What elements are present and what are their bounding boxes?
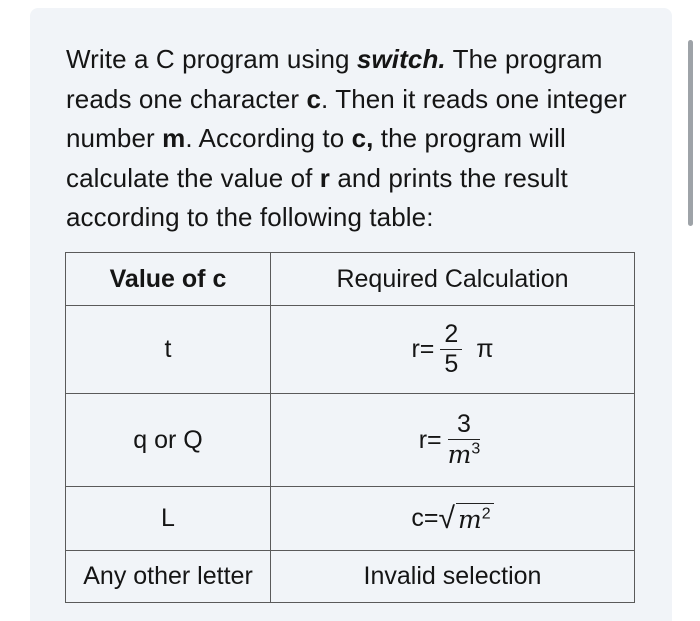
var-m: m [447,440,472,470]
question-text [66,40,656,238]
exponent: 2 [481,505,491,523]
cell-value: L [66,487,271,551]
text-segment: Write a C program using [66,44,357,74]
formula-prefix: c= [411,504,439,532]
cell-formula [271,306,635,394]
header-required-calculation: Required Calculation [271,253,635,306]
cell-formula [271,394,635,487]
formula-prefix: r= [411,335,435,363]
table-row [66,487,635,551]
radicand [456,503,494,535]
var-c: c [306,83,322,114]
var-r: r [319,162,331,193]
scrollbar[interactable] [688,40,693,226]
var-c: c, [351,123,374,153]
table-header-row [66,253,635,306]
var-m: m [457,504,482,534]
cell-value: q or Q [66,394,271,487]
cell-value: Any other letter [66,551,271,603]
keyword-switch: switch. [356,44,446,74]
exponent: 3 [471,440,481,458]
table-row [66,551,635,603]
fraction [440,319,462,379]
fraction-numerator: 3 [457,409,471,438]
header-value-of-c: Value of c [66,253,271,306]
fraction-numerator: 2 [444,319,459,348]
calculation-table [65,252,635,603]
table-row [66,306,635,394]
cell-formula [271,487,635,551]
square-root [439,503,494,535]
radical-sign: √ [438,502,455,536]
pi-symbol: π [476,335,494,363]
text-segment: . Then it reads one integer number [66,83,627,153]
text-segment: the program will calculate the value of [66,123,566,193]
cell-result: Invalid selection [271,551,635,603]
table-row [66,394,635,487]
text-segment: . According to [185,123,352,153]
fraction [447,409,481,470]
formula-prefix: r= [418,425,442,454]
fraction-denominator [448,440,481,468]
text-segment: and prints the result according to the following table: [66,162,568,232]
cell-value: t [66,306,271,394]
var-m: m [162,123,186,153]
fraction-denominator: 5 [444,350,459,379]
text-segment: The program reads one character [66,44,603,114]
